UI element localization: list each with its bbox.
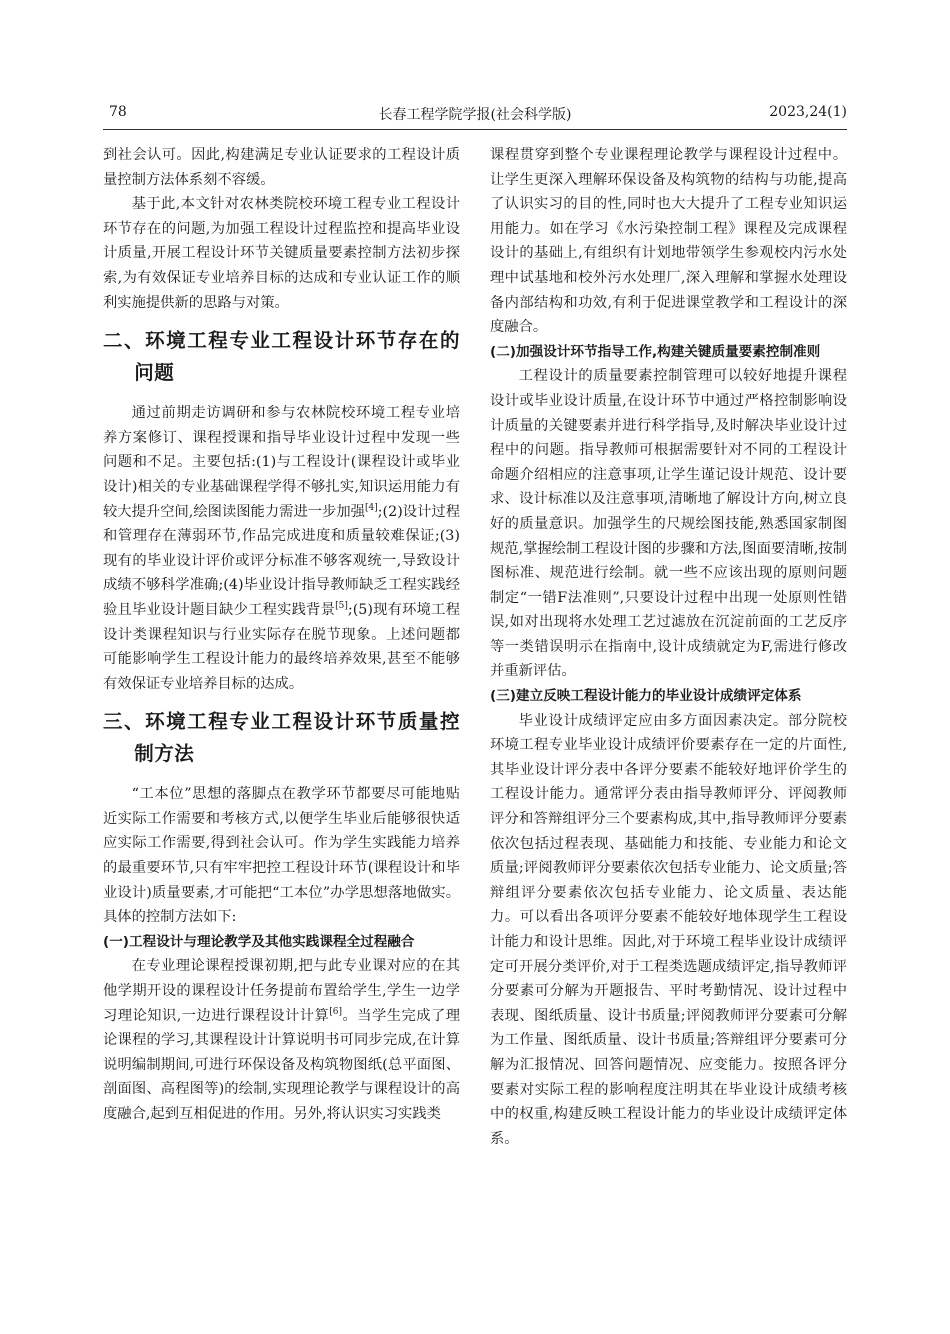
page-header: [103, 104, 847, 128]
citation: [6]: [329, 1006, 342, 1017]
subsection-heading: (三)建立反映工程设计能力的毕业设计成绩评定体系: [490, 688, 802, 705]
text-run: ;(5)现有环境工程设计类课程知识与行业实际存在脱节现象。上述问题都可能影响学生工程设计能力的最终培养效果,甚至不能够有效保证专业培养目标的达成。: [103, 601, 460, 692]
citation: [4]: [364, 502, 378, 513]
paragraph: 课程贯穿到整个专业课程理论教学与课程设计过程中。让学生更深入理解环保设备及构筑物的结构与功能,提高了认识实习的目的性,同时也大大提升了工程专业知识运用能力。如在学习《水污染控制工程》课程及完成课程设计的基础上,有组织有计划地带领学生参观校内污水处理中试基地和校外污水处理厂,深入理解和掌握水处理设备内部结构和功效,有利于促进课堂教学和工程设计的深度融合。: [490, 147, 847, 336]
journal-title: 长春工程学院学报(社会科学版): [378, 107, 572, 123]
page-number: 78: [109, 104, 127, 120]
subsection-heading: (一)工程设计与理论教学及其他实践课程全过程融合: [103, 933, 415, 950]
text-run: 。当学生完成了理论课程的学习,其课程设计计算说明书可同步完成,在计算说明编制期间,可进行环保设备及构筑物图纸(总平面图、剖面图、高程图等)的绘制,实现理论教学与课程设计的高度融合,起到互相促进的作用。另外,将认识实习实践类: [103, 1007, 460, 1122]
citation: [5]: [335, 600, 348, 611]
section-heading: 三、环境工程专业工程设计环节质量控制方法: [103, 710, 460, 766]
section-heading: 二、环境工程专业工程设计环节存在的问题: [103, 329, 460, 385]
paragraph: “工本位”思想的落脚点在教学环节都要尽可能地贴近实际工作需要和考核方式,以便学生毕业后能够很快适应实际工作需要,得到社会认可。作为学生实践能力培养的最重要环节,只有牢牢把控工程设计环节(课程设计和毕业设计)质量要素,才可能把“工本位”办学思想落地做实。具体的控制方法如下:: [103, 786, 460, 926]
paragraph: [103, 954, 460, 1126]
text-run: ;(2)设计过程和管理存在薄弱环节,作品完成进度和质量较难保证;(3)现有的毕业设计评价或评分标准不够客观统一,导致设计成绩不够科学准确;(4)毕业设计指导教师缺乏工程实践经验且毕业设计题目缺少工程实践背景: [103, 503, 460, 618]
paragraph: [103, 401, 460, 696]
header-rule: [103, 129, 847, 130]
paragraph: 基于此,本文针对农林类院校环境工程专业工程设计环节存在的问题,为加强工程设计过程监控和提高毕业设计质量,开展工程设计环节关键质量要素控制方法初步探索,为有效保证专业培养目标的达成和专业认证工作的顺利实施提供新的思路与对策。: [103, 196, 460, 311]
paragraph: 到社会认可。因此,构建满足专业认证要求的工程设计质量控制方法体系刻不容缓。: [103, 147, 460, 188]
text-run: 在专业理论课程授课初期,把与此专业课对应的在其他学期开设的课程设计任务提前布置给学生,学生一边学习理论知识,一边进行课程设计计算: [103, 958, 460, 1024]
left-column: [103, 143, 460, 1127]
subsection-heading: (二)加强设计环节指导工作,构建关键质量要素控制准则: [490, 343, 821, 360]
right-column: [490, 143, 847, 1151]
paragraph: 毕业设计成绩评定应由多方面因素决定。部分院校环境工程专业毕业设计成绩评价要素存在一定的片面性,其毕业设计评分表中各评分要素不能较好地评价学生的工程设计能力。通常评分表由指导教师评分、评阅教师评分和答辩组评分三个要素构成,其中,指导教师评分要素依次包括过程表现、基础能力和技能、专业能力和论文质量;评阅教师评分要素依次包括专业能力、论文质量;答辩组评分要素依次包括专业能力、论文质量、表达能力。可以看出各项评分要素不能较好地体现学生工程设计能力和设计思维。因此,对于环境工程毕业设计成绩评定可开展分类评价,对于工程类选题成绩评定,指导教师评分要素可分解为开题报告、平时考勤情况、设计过程中表现、图纸质量、设计书质量;评阅教师评分要素可分解为工作量、图纸质量、设计书质量;答辩组评分要素可分解为汇报情况、回答问题情况、应变能力。按照各评分要素对实际工程的影响程度注明其在毕业设计成绩考核中的权重,构建反映工程设计能力的毕业设计成绩评定体系。: [490, 712, 847, 1147]
issue-info: 2023,24(1): [769, 104, 847, 120]
paragraph: 工程设计的质量要素控制管理可以较好地提升课程设计或毕业设计质量,在设计环节中通过严格控制影响设计质量的关键要素并进行科学指导,及时解决毕业设计过程中的问题。指导教师可根据需要针对不同的工程设计命题介绍相应的注意事项,让学生谨记设计规范、设计要求、设计标准以及注意事项,清晰地了解设计方向,树立良好的质量意识。加强学生的尺规绘图技能,熟悉国家制图规范,掌握绘制工程设计图的步骤和方法,图面要清晰,按制图标准、规范进行绘制。就一些不应该出现的原则问题制定“一错F法准则”,只要设计过程中出现一处原则性错误,如对出现将水处理工艺过滤放在沉淀前面的工艺反序等一类错误明示在指南中,设计成绩就定为F,需进行修改并重新评估。: [490, 368, 847, 680]
text-run: 通过前期走访调研和参与农林院校环境工程专业培养方案修订、课程授课和指导毕业设计过程中发现一些问题和不足。主要包括:(1)与工程设计(课程设计或毕业设计)相关的专业基础课程学得不够扎实,知识运用能力有较大提升空间,绘图读图能力需进一步加强: [103, 405, 460, 520]
